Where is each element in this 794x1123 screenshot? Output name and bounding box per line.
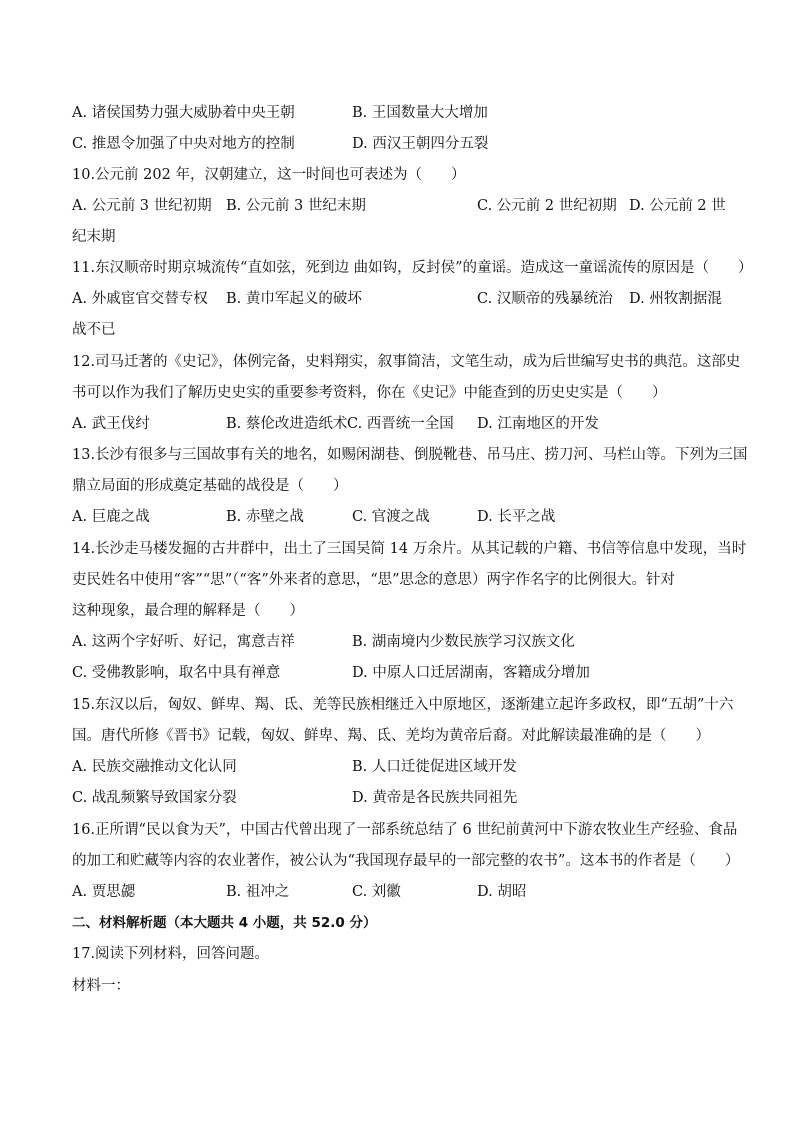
q15-option-d: D. 黄帝是各民族共同祖先 (352, 790, 518, 806)
q16-stem-line-1: 16.正所谓“民以食为天”，中国古代曾出现了一部系统总结了 6 世纪前黄河中下游农牧业生产经验、食品 (72, 822, 738, 838)
q13-option-d: D. 长平之战 (477, 509, 556, 525)
q14-option-d: D. 中原人口迁居湖南，客籍成分增加 (352, 665, 590, 681)
q12-option-d: D. 江南地区的开发 (477, 416, 599, 432)
q10-option-d-continued: 纪末期 (72, 229, 116, 245)
q12-option-c: C. 西晋统一全国 (347, 416, 454, 432)
q12-option-a: A. 武王伐纣 (72, 416, 150, 432)
q17-stem: 17.阅读下列材料，回答问题。 (72, 946, 270, 962)
q10-stem: 10.公元前 202 年，汉朝建立，这一时间也可表述为（ ） (72, 167, 466, 183)
q11-option-d-continued: 战不已 (72, 322, 116, 338)
q14-option-c: C. 受佛教影响，取名中具有禅意 (72, 665, 281, 681)
q11-stem: 11.东汉顺帝时期京城流传“直如弦，死到边 曲如钩，反封侯”的童谣。造成这一童谣流传的原因是（ ） (72, 260, 753, 276)
q14-stem-line-1: 14.长沙走马楼发掘的古井群中，出土了三国吴简 14 万余片。从其记载的户籍、书信等信息中发现，当时 (72, 541, 747, 557)
q16-option-b: B. 祖冲之 (226, 884, 290, 900)
q9-option-b: B. 王国数量大大增加 (352, 105, 488, 121)
q13-option-b: B. 赤壁之战 (226, 509, 304, 525)
q15-option-c: C. 战乱频繁导致国家分裂 (72, 790, 237, 806)
q12-stem-line-2: 书可以作为我们了解历史史实的重要参考资料，你在《史记》中能查到的历史史实是（ ） (72, 385, 667, 401)
section-heading: 二、材料解析题（本大题共 4 小题，共 52.0 分） (72, 915, 377, 931)
q14-option-a: A. 这两个字好听、好记，寓意吉祥 (72, 634, 295, 650)
q10-option-d: D. 公元前 2 世 (629, 198, 726, 214)
q14-stem-line-3: 这种现象，最合理的解释是（ ） (72, 603, 304, 619)
q9-option-a: A. 诸侯国势力强大威胁着中央王朝 (72, 105, 295, 121)
q12-option-b: B. 蔡伦改进造纸术 (226, 416, 348, 432)
q15-stem-line-1: 15.东汉以后，匈奴、鲜卑、羯、氐、羌等民族相继迁入中原地区，逐渐建立起许多政权，即“五胡”十六 (72, 697, 734, 713)
q13-option-c: C. 官渡之战 (352, 509, 430, 525)
q10-option-a: A. 公元前 3 世纪初期 (72, 198, 212, 214)
q13-stem-line-1: 13.长沙有很多与三国故事有关的地名，如赐闲湖巷、倒脱靴巷、吊马庄、捞刀河、马栏山等。下列为三国 (72, 447, 748, 463)
q16-option-c: C. 刘徽 (352, 884, 401, 900)
q16-stem-line-2: 的加工和贮藏等内容的农业著作，被公认为“我国现存最早的一部完整的农书”。这本书的作者是（ ） (72, 853, 740, 869)
q15-option-b: B. 人口迁徙促进区域开发 (352, 759, 517, 775)
q11-option-c: C. 汉顺帝的残暴统治 (477, 291, 613, 307)
q11-option-a: A. 外戚宦官交替专权 (72, 291, 208, 307)
q13-stem-line-2: 鼎立局面的形成奠定基础的战役是（ ） (72, 478, 348, 494)
q16-option-a: A. 贾思勰 (72, 884, 136, 900)
q13-option-a: A. 巨鹿之战 (72, 509, 150, 525)
q9-option-d: D. 西汉王朝四分五裂 (352, 136, 489, 152)
material-1-label: 材料一： (72, 978, 130, 994)
q14-stem-line-2: 吏民姓名中使用“客”“思”（“客”外来者的意思，“思”思念的意思）两字作名字的比例很大。针对 (72, 572, 676, 588)
q11-option-b: B. 黄巾军起义的破坏 (226, 291, 362, 307)
q11-option-d: D. 州牧割据混 (629, 291, 722, 307)
q10-option-c: C. 公元前 2 世纪初期 (477, 198, 617, 214)
q12-stem-line-1: 12.司马迁著的《史记》，体例完备，史料翔实，叙事简洁，文笔生动，成为后世编写史书的典范。这部史 (72, 354, 741, 370)
q9-option-c: C. 推恩令加强了中央对地方的控制 (72, 136, 295, 152)
q16-option-d: D. 胡昭 (477, 884, 527, 900)
q14-option-b: B. 湖南境内少数民族学习汉族文化 (352, 634, 575, 650)
q10-option-b: B. 公元前 3 世纪末期 (226, 198, 366, 214)
q15-option-a: A. 民族交融推动文化认同 (72, 759, 237, 775)
q15-stem-line-2: 国。唐代所修《晋书》记载，匈奴、鲜卑、羯、氐、羌均为黄帝后裔。对此解读最准确的是（ ） (72, 728, 710, 744)
